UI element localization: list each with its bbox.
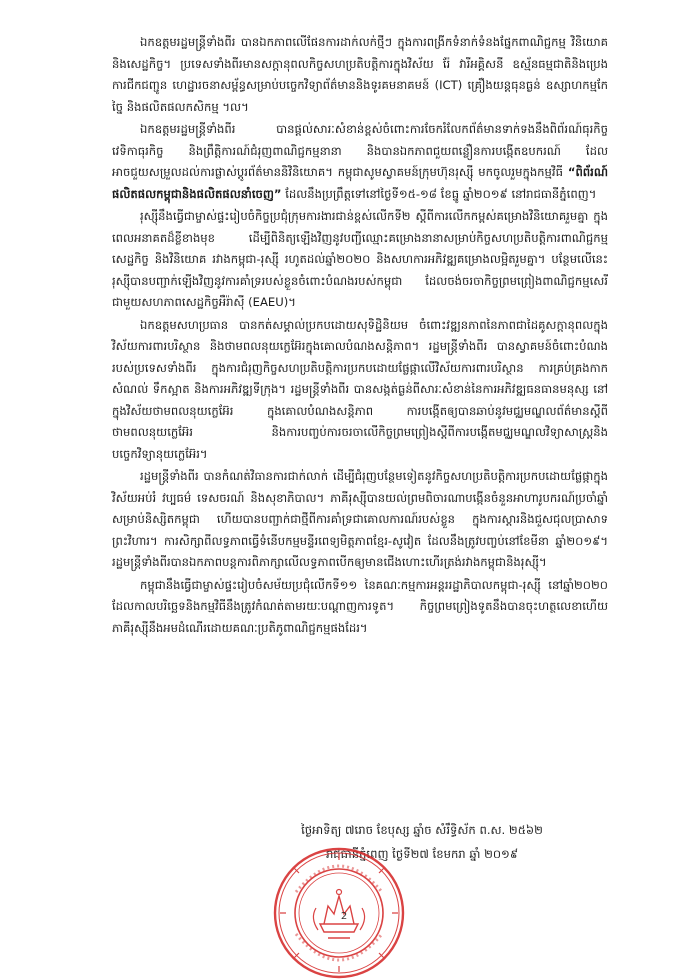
signing-place-date: រាជធានីភ្នំពេញ ថ្ងៃទី២៧ ខែមករា ឆ្នាំ ២០១៩: [325, 847, 519, 861]
lunar-date: ថ្ងៃអាទិត្យ ៧រោច ខែបុស្ស ឆ្នាំច សំរឹទ្ធិស័ក ព.ស. ២៥៦២: [301, 823, 543, 837]
paragraph-working-group: រុស្ស៊ីនឹងធ្វើជាម្ចាស់ផ្ទះរៀបចំកិច្ចប្រជុំក្រុមការងារជាន់ខ្ពស់លើកទី២ ស្តីពីការលើកកម្ពស់គម្រោងវិនិយោគរួមគ្នា ក្នុងពេលអនាគតដ៏ខ្លីខាងមុខ ដើម្បីពិនិត្យឡើងវិញនូវបញ្ជីឈ្មោះគម្រោងនានាសម្រាប់កិច្ចសហប្រតិបត្តិការពាណិជ្ជកម្ម សេដ្ឋកិច្ច និងវិនិយោគ រវាងកម្ពុជា-រុស្ស៊ី រហូតដល់ឆ្នាំ២០២០ និងសហការអភិវឌ្ឍគម្រោងលម្អិតរួមគ្នា។ បន្ថែមលើនេះ រុស្ស៊ីបានបញ្ជាក់ឡើងវិញនូវការគាំទ្ររបស់ខ្លួនចំពោះបំណងរបស់កម្ពុជា ដែលចង់ចរចាកិច្ចព្រមព្រៀងពាណិជ្ជកម្មសេរីជាមួយសហភាពសេដ្ឋកិច្ចអឺរ៉ាស៊ី (EAEU)។: [112, 209, 608, 309]
paragraph-business-information: [112, 119, 608, 205]
page-number: 2: [340, 911, 348, 922]
paragraph-trade-sectors: ឯកឧត្តមរដ្ឋមន្ត្រីទាំងពីរ បានឯកភាពលើផែនការដាក់លក់ថ្មីៗ ក្នុងការពង្រីកទំនាក់ទំនងផ្នែកពាណិជ្ជកម្ម វិនិយោគ និងសេដ្ឋកិច្ច។ ប្រទេសទាំងពីរមានសក្តានុពលកិច្ចសហប្រតិបត្តិការក្នុងវិស័យ រ៉ែ វារីអគ្គិសនី ឧស្ម័នធម្មជាតិនិងប្រេង ការជីកជញ្ជូន ហេដ្ឋារចនាសម្ព័ន្ធសម្រាប់បច្ចេកវិទ្យាព័ត៌មាននិងទូរគមនាគមន៍ (ICT) គ្រឿងយន្តធុនធ្ងន់ ឧស្សាហកម្មកែច្នៃ និងផលិតផលកសិកម្ម ។ល។: [112, 35, 608, 114]
paragraph-environment-nuclear: ឯកឧត្តមសហប្រធាន បានកត់សម្គាល់ប្រកបដោយសុទិដ្ឋិនិយម ចំពោះវឌ្ឍនភាពនៃភាពជាដៃគូសក្តានុពលក្នុងវិស័យការពារបរិស្ថាន និងថាមពលនុយក្លេអ៊ែរក្នុងគោលបំណងសន្តិភាព។ រដ្ឋមន្ត្រីទាំងពីរ បានស្វាគមន៍ចំពោះបំណងរបស់ប្រទេសទាំងពីរ ក្នុងការជំរុញកិច្ចសហប្រតិបត្តិការប្រកបដោយផ្លែផ្កាលើវិស័យការពារបរិស្ថាន ការគ្រប់គ្រងកាកសំណល់ ទឹកស្អាត និងការអភិវឌ្ឍទីក្រុង។ រដ្ឋមន្ត្រីទាំងពីរ បានសង្កត់ធ្ងន់ពីសារៈសំខាន់នៃការអភិវឌ្ឍធនធានមនុស្ស នៅក្នុងវិស័យថាមពលនុយក្លេអ៊ែរ ក្នុងគោលបំណងសន្តិភាព ការបង្កើតឲ្យបានឆាប់នូវមជ្ឈមណ្ឌលព័ត៌មានស្តីពីថាមពលនុយក្លេអ៊ែរ និងការបញ្ចប់ការចរចាលើកិច្ចព្រមព្រៀងស្តីពីការបង្កើតមជ្ឈមណ្ឌលវិទ្យាសាស្ត្រនិងបច្ចេកវិទ្យានុយក្លេអ៊ែរ។: [112, 317, 608, 461]
exhibition-name: “ពិព័រណ៍ផលិតផលកម្ពុជានិងផលិតផលនាំចេញ”: [112, 165, 608, 201]
document-body: [112, 32, 608, 640]
paragraph-text-end: ដែលនឹងប្រព្រឹត្តទៅនៅថ្ងៃទី១៥-១៨ ខែធ្នូ ឆ្នាំ២០១៩ នៅរាជធានីភ្នំពេញ។: [281, 186, 597, 201]
paragraph-next-session: កម្ពុជានឹងធ្វើជាម្ចាស់ផ្ទះរៀបចំសម័យប្រជុំលើកទី១១ នៃគណៈកម្មការអន្តររដ្ឋាភិបាលកម្ពុជា-រុស្ស៊ី នៅឆ្នាំ២០២០ ដែលកាលបរិច្ឆេទនិងកម្មវិធីនឹងត្រូវកំណត់តាមរយៈបណ្តាញការទូត។ កិច្ចព្រមព្រៀងទូតនឹងបានចុះហត្ថលេខាហើយភាគីរុស្ស៊ីនឹងអមដំណើរដោយគណៈប្រតិភូពាណិជ្ជកម្មផងដែរ។: [112, 577, 608, 635]
paragraph-education-culture: រដ្ឋមន្ត្រីទាំងពីរ បានកំណត់វិធានការជាក់លាក់ ដើម្បីជំរុញបន្ថែមទៀតនូវកិច្ចសហប្រតិបត្តិការប្រកបដោយផ្លែផ្កាក្នុងវិស័យអប់រំ វប្បធម៌ ទេសចរណ៍ និងសុខាភិបាល។ ភាគីរុស្ស៊ីបានយល់ព្រមពិចារណាបង្កើនចំនួនអាហារូបករណ៍ប្រចាំឆ្នាំសម្រាប់និស្សិតកម្ពុជា ហើយបានបញ្ជាក់ជាថ្មីពីការគាំទ្រជាគោលការណ៍របស់ខ្លួន ក្នុងការស្តារនិងជួសជុលប្រាសាទព្រះវិហារ។ ការសិក្សាពីលទ្ធភាពធ្វើទំនើបកម្មមន្ទីរពេទ្យមិត្តភាពខ្មែរ-សូវៀត ដែលនឹងត្រូវបញ្ចប់នៅខែមីនា ឆ្នាំ២០១៩។ រដ្ឋមន្ត្រីទាំងពីរបានឯកភាពបន្តការពិភាក្សាលើលទ្ធភាពបើកឲ្យមានជើងហោះហើរត្រង់រវាងកម្ពុជានិងរុស្ស៊ី។: [112, 469, 608, 569]
paragraph-text-start: ឯកឧត្តមរដ្ឋមន្ត្រីទាំងពីរ បានផ្តល់សារៈសំខាន់ខ្ពស់ចំពោះការចែករំលែកព័ត៌មានទាក់ទងនឹងពិព័រណ៍ធុរកិច្ច វេទិកាធុរកិច្ច និងព្រឹត្តិការណ៍ជំរុញពាណិជ្ជកម្មនានា និងបានឯកភាពជួយពន្លឿនការបង្កើតឧបករណ៍ ដែលអាចជួយសម្រួលដល់ការផ្លាស់ប្តូរព័ត៌មាននិវិនិយោគ។ កម្ពុជាសូមស្វាគមន៍ក្រុមហ៊ុនរុស្ស៊ី មកចូលរួមក្នុងកម្មវិធី: [112, 122, 608, 179]
